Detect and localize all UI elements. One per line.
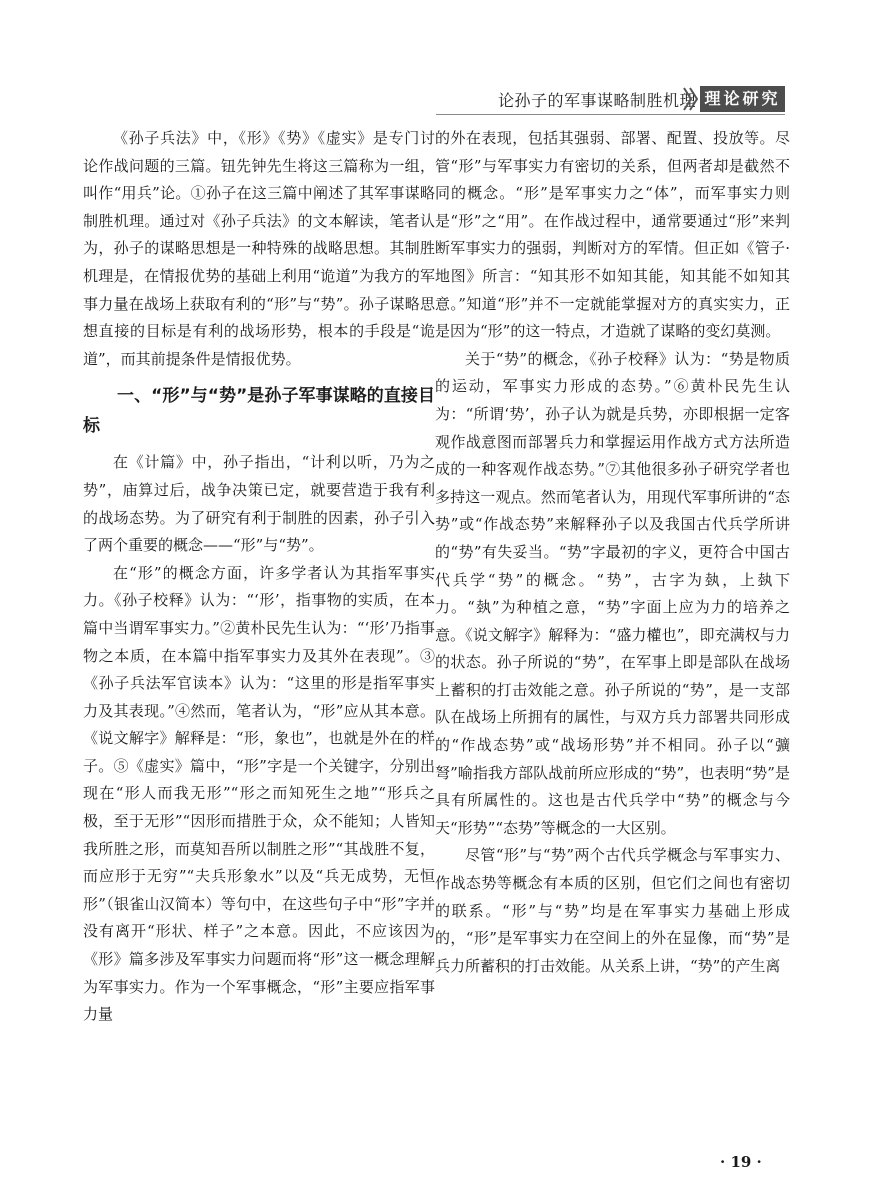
section-heading: 一、“形”与“势”是孙子军事谋略的直接目标 [83, 386, 435, 437]
running-header [436, 80, 785, 116]
page-number: · 19 · [720, 1153, 762, 1171]
header-rule [436, 114, 785, 115]
paragraph: 《孙子兵法》中，《形》《势》《虚实》是专门讨论作战问题的三篇。钮先钟先生将这三篇称为一组，叫作“用兵”论。①孙子在这三篇中阐述了其军事谋略制胜机理。通过对《孙子兵法》的文本解读，笔者认为，孙子的谋略思想是一种特殊的战略思想。其制胜机理是，在情报优势的基础上利用“诡道”为我方的军事力量在战场上获取有利的“形”与“势”。孙子谋略思想直接的目标是有利的战场形势，根本的手段是“诡道”，而其前提条件是情报优势。 [83, 129, 435, 368]
right-column [435, 125, 790, 980]
section-label: 理论研究 [700, 86, 785, 112]
running-title: 论孙子的军事谋略制胜机理 [498, 91, 697, 110]
paragraph: 在《计篇》中，孙子指出，“计利以听，乃为之势”，庙算过后，战争决策已定，就要营造于我有利的战场态势。为了研究有利于制胜的因素，孙子引入了两个重要的概念——“形”与“势”。 [83, 453, 435, 555]
left-column [83, 125, 435, 1029]
paragraph: 关于“势”的概念，《孙子校释》认为：“势是物质的运动，军事实力形成的态势。”⑥黄朴民先生认为：“所谓‘势’，孙子认为就是兵势，亦即根据一定客观作战意图而部署兵力和掌握运用作战方式方法所造成的一种客观作战态势。”⑦其他很多孙子研究学者也多持这一观点。然而笔者认为，用现代军事所讲的“态势”或“作战态势”来解释孙子以及我国古代兵学所讲的“势”有失妥当。“势”字最初的字义，更符合中国古代兵学“势”的概念。“势”，古字为埶，上埶下力。“埶”为种植之意，“势”字面上应为力的培养之意。《说文解字》解释为：“盛力權也”，即充满权与力的状态。孙子所说的“势”，在军事上即是部队在战场上蓄积的打击效能之意。孙子所说的“势”，是一支部队在战场上所拥有的属性，与双方兵力部署共同形成的“作战态势”或“战场形势”并不相同。孙子以“彍弩”喻指我方部队战前所应形成的“势”，也表明“势”是具有所属性的。这也是古代兵学中“势”的概念与今天“形势”“态势”等概念的一大区别。 [435, 349, 790, 837]
paragraph: 在“形”的概念方面，许多学者认为其指军事实力。《孙子校释》认为：“‘形’，指事物的实质，在本篇中当谓军事实力。”②黄朴民先生认为：“‘形’乃指事物之本质，在本篇中指军事实力及其外在表现”。③《孙子兵法军官读本》认为：“这里的形是指军事实力及其表现。”④然而，笔者认为，“形”应从其本意。《说文解字》解释是：“形，象也”，也就是外在的样子。⑤《虚实》篇中，“形”字是一个关键字，分别出现在“形人而我无形”“形之而知死生之地”“形兵之极，至于无形”“因形而措胜于众，众不能知；人皆知我所胜之形，而莫知吾所以制胜之形”“其战胜不复，而应形于无穷”“夫兵形象水”以及“兵无成势，无恒形”（银雀山汉简本）等句中，在这些句子中“形”字并没有离开“形状、样子”之本意。因此，不应该因为《形》篇多涉及军事实力问题而将“形”这一概念理解为军事实力。作为一个军事概念，“形”主要应指军事力量 [83, 563, 435, 1024]
paragraph: 尽管“形”与“势”两个古代兵学概念与军事实力、作战态势等概念有本质的区别，但它们之间也有密切的联系。“形”与“势”均是在军事实力基础上形成的，“形”是军事实力在空间上的外在显像，而“势”是兵力所蓄积的打击效能。从关系上讲，“势”的产生离 [435, 846, 790, 975]
double-chevron-icon [682, 86, 700, 112]
paragraph-continued: 的外在表现，包括其强弱、部署、配置、投放等。尽管“形”与军事实力有密切的关系，但两者却是截然不同的概念。“形”是军事实力之“体”，而军事实力则是“形”之“用”。在作战过程中，通常要通过“形”来判断军事实力的强弱，判断对方的军情。但正如《管子·地图》所言：“知其形不如知其能，知其能不如知其意。”知道“形”并不一定就能掌握对方的真实实力，正是因为“形”的这一特点，才造就了谋略的变幻莫测。 [435, 129, 790, 341]
